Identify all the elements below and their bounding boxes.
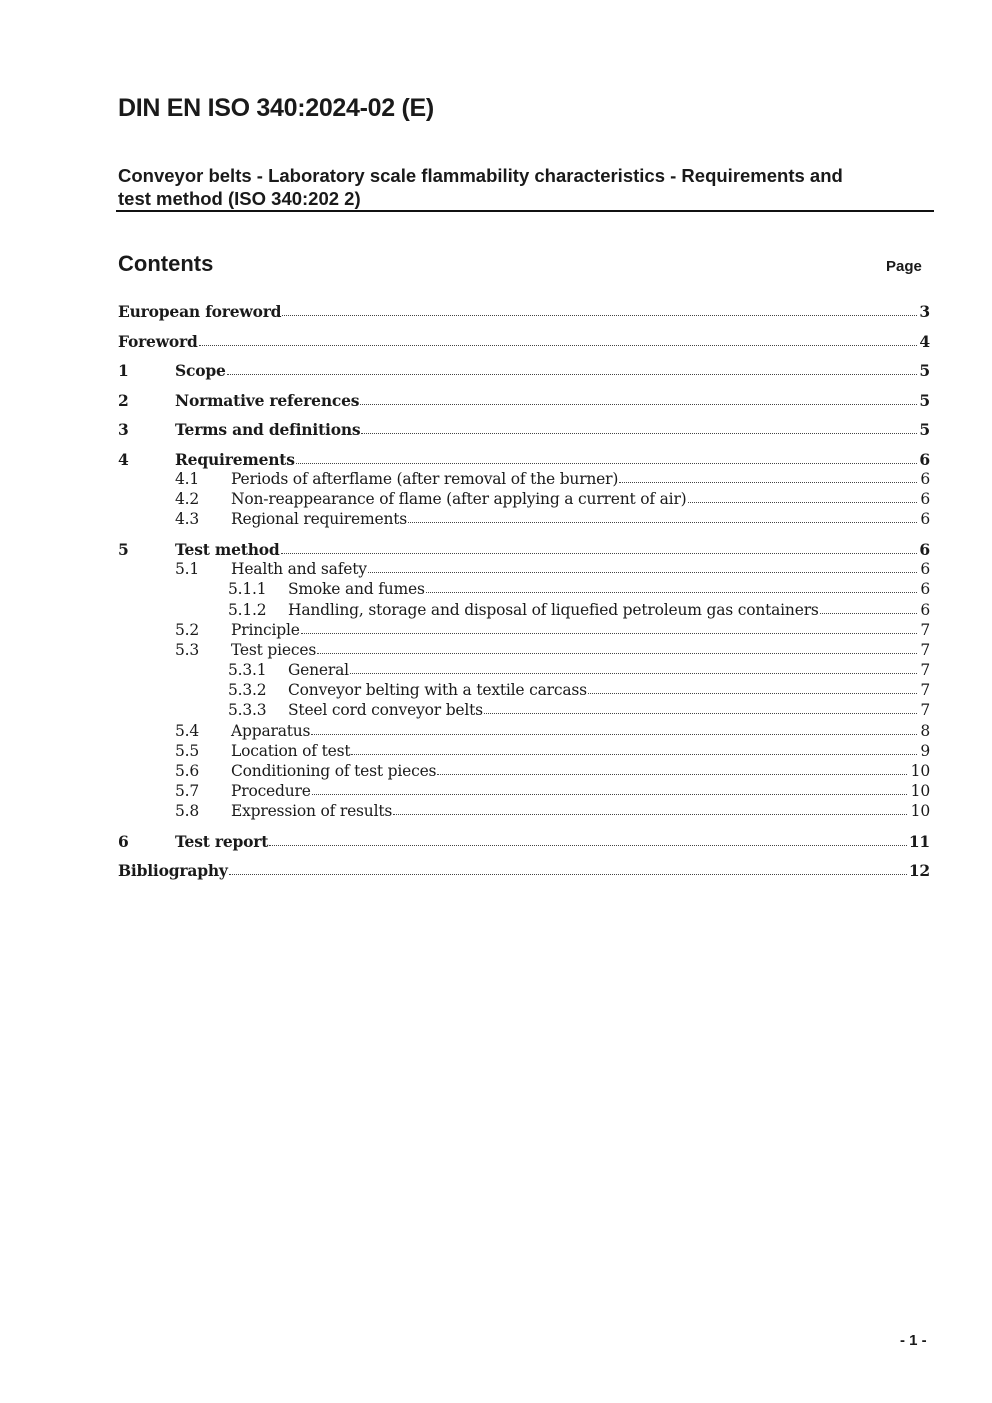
toc-entry[interactable] (0, 332, 992, 352)
toc-dot-leader (588, 680, 917, 694)
toc-entry-title: Steel cord conveyor belts (288, 701, 483, 719)
toc-entry-title: Conditioning of test pieces (231, 762, 437, 780)
toc-dot-leader (312, 781, 907, 795)
page-number: - 1 - (900, 1332, 927, 1349)
toc-entry-page: 6 (920, 470, 930, 488)
toc-dot-leader (426, 579, 917, 593)
toc-entry-page: 6 (920, 601, 930, 619)
toc-entry-title: Non-reappearance of flame (after applying a current of air) (231, 490, 687, 508)
toc-dot-leader (619, 469, 917, 483)
toc-entry-number: 5.2 (175, 621, 200, 639)
toc-entry-number: 1 (118, 361, 129, 380)
toc-entry-title: Bibliography (118, 861, 228, 880)
toc-entry-title: Regional requirements (231, 510, 408, 528)
toc-entry-title: Conveyor belting with a textile carcass (288, 681, 587, 699)
toc-entry-title: Test report (175, 832, 269, 851)
toc-entry[interactable] (0, 641, 992, 661)
toc-entry-page: 6 (919, 540, 930, 559)
toc-entry-title: Expression of results (231, 802, 393, 820)
toc-entry[interactable] (0, 510, 992, 530)
toc-entry-page: 12 (908, 861, 930, 880)
toc-entry-page: 6 (919, 450, 930, 469)
toc-entry-number: 2 (118, 391, 129, 410)
toc-entry-page: 6 (920, 490, 930, 508)
toc-entry-page: 10 (910, 762, 930, 780)
toc-entry-page: 7 (920, 681, 930, 699)
toc-entry[interactable] (0, 302, 992, 322)
contents-heading: Contents (118, 251, 214, 276)
toc-entry[interactable] (0, 601, 992, 621)
toc-entry[interactable] (0, 681, 992, 701)
toc-entry[interactable] (0, 420, 992, 440)
subtitle-line-1: Conveyor belts - Laboratory scale flammability characteristics - Requirements and (118, 165, 843, 186)
toc-dot-leader (484, 700, 917, 714)
toc-entry-number: 5.8 (175, 802, 200, 820)
toc-entry-page: 4 (919, 332, 930, 351)
toc-entry-page: 9 (920, 742, 930, 760)
toc-entry-title: Foreword (118, 332, 198, 351)
toc-dot-leader (350, 660, 917, 674)
toc-dot-leader (301, 620, 917, 634)
toc-dot-leader (199, 332, 917, 346)
toc-entry-title: European foreword (118, 302, 282, 321)
toc-entry-page: 7 (920, 641, 930, 659)
toc-entry-number: 5.3.3 (228, 701, 267, 719)
toc-entry-title: Terms and definitions (175, 420, 361, 439)
toc-entry-title: Requirements (175, 450, 295, 469)
toc-dot-leader (281, 540, 917, 554)
toc-entry-page: 6 (920, 510, 930, 528)
toc-entry[interactable] (0, 450, 992, 470)
toc-entry[interactable] (0, 742, 992, 762)
toc-entry-page: 7 (920, 661, 930, 679)
toc-entry-title: Test pieces (231, 641, 317, 659)
toc-entry-number: 5.1.2 (228, 601, 267, 619)
toc-entry-number: 5.7 (175, 782, 200, 800)
toc-dot-leader (282, 302, 917, 316)
toc-entry-number: 5.3.1 (228, 661, 267, 679)
toc-entry-number: 4.3 (175, 510, 200, 528)
toc-entry-number: 5.1.1 (228, 580, 267, 598)
toc-entry-page: 3 (919, 302, 930, 321)
toc-entry[interactable] (0, 580, 992, 600)
toc-dot-leader (227, 361, 917, 375)
toc-entry-title: Procedure (231, 782, 311, 800)
toc-entry-number: 3 (118, 420, 129, 439)
toc-entry-page: 11 (908, 832, 930, 851)
toc-entry-title: Scope (175, 361, 226, 380)
toc-entry-page: 5 (919, 420, 930, 439)
toc-entry-page: 6 (920, 560, 930, 578)
toc-entry[interactable] (0, 861, 992, 881)
toc-dot-leader (351, 741, 917, 755)
document-title: DIN EN ISO 340:2024-02 (E) (118, 94, 434, 122)
toc-entry[interactable] (0, 621, 992, 641)
toc-entry[interactable] (0, 832, 992, 852)
toc-entry-number: 5.6 (175, 762, 200, 780)
toc-dot-leader (296, 450, 917, 464)
toc-dot-leader (229, 861, 907, 875)
toc-dot-leader (820, 600, 917, 614)
page-column-heading: Page (886, 258, 922, 275)
toc-entry-number: 5.3 (175, 641, 200, 659)
toc-entry-page: 6 (920, 580, 930, 598)
toc-entry-number: 6 (118, 832, 129, 851)
toc-entry-number: 5.5 (175, 742, 200, 760)
toc-entry[interactable] (0, 470, 992, 490)
toc-entry-page: 5 (919, 391, 930, 410)
toc-entry[interactable] (0, 361, 992, 381)
toc-entry-title: Apparatus (231, 722, 311, 740)
toc-entry[interactable] (0, 540, 992, 560)
toc-entry-title: Health and safety (231, 560, 367, 578)
toc-entry-title: Test method (175, 540, 280, 559)
toc-entry-page: 10 (910, 802, 930, 820)
toc-dot-leader (311, 721, 917, 735)
toc-entry[interactable] (0, 802, 992, 822)
toc-dot-leader (317, 640, 917, 654)
toc-entry-number: 4 (118, 450, 129, 469)
toc-entry-number: 4.1 (175, 470, 200, 488)
toc-entry-number: 5.1 (175, 560, 200, 578)
toc-entry[interactable] (0, 391, 992, 411)
toc-dot-leader (408, 509, 917, 523)
toc-entry-title: Periods of afterflame (after removal of the burner) (231, 470, 619, 488)
toc-entry[interactable] (0, 722, 992, 742)
toc-entry-page: 10 (910, 782, 930, 800)
toc-entry-title: Normative references (175, 391, 360, 410)
toc-entry-number: 4.2 (175, 490, 200, 508)
toc-entry[interactable] (0, 762, 992, 782)
toc-dot-leader (269, 832, 907, 846)
toc-entry[interactable] (0, 490, 992, 510)
toc-entry-title: General (288, 661, 349, 679)
toc-dot-leader (361, 420, 917, 434)
toc-entry-page: 7 (920, 621, 930, 639)
toc-entry-page: 7 (920, 701, 930, 719)
toc-entry-number: 5.3.2 (228, 681, 267, 699)
toc-entry[interactable] (0, 782, 992, 802)
toc-dot-leader (368, 559, 917, 573)
toc-entry-number: 5.4 (175, 722, 200, 740)
toc-dot-leader (688, 489, 917, 503)
subtitle-line-2: test method (ISO 340:202 2) (118, 188, 361, 209)
toc-entry-number: 5 (118, 540, 129, 559)
toc-dot-leader (437, 761, 907, 775)
toc-dot-leader (393, 801, 907, 815)
toc-entry-page: 8 (920, 722, 930, 740)
toc-entry[interactable] (0, 661, 992, 681)
toc-entry-title: Handling, storage and disposal of liquefied petroleum gas containers (288, 601, 819, 619)
toc-entry-title: Principle (231, 621, 300, 639)
toc-entry-title: Smoke and fumes (288, 580, 425, 598)
toc-entry[interactable] (0, 701, 992, 721)
toc-entry-title: Location of test (231, 742, 351, 760)
toc-entry[interactable] (0, 560, 992, 580)
toc-dot-leader (360, 391, 917, 405)
toc-entry-page: 5 (919, 361, 930, 380)
